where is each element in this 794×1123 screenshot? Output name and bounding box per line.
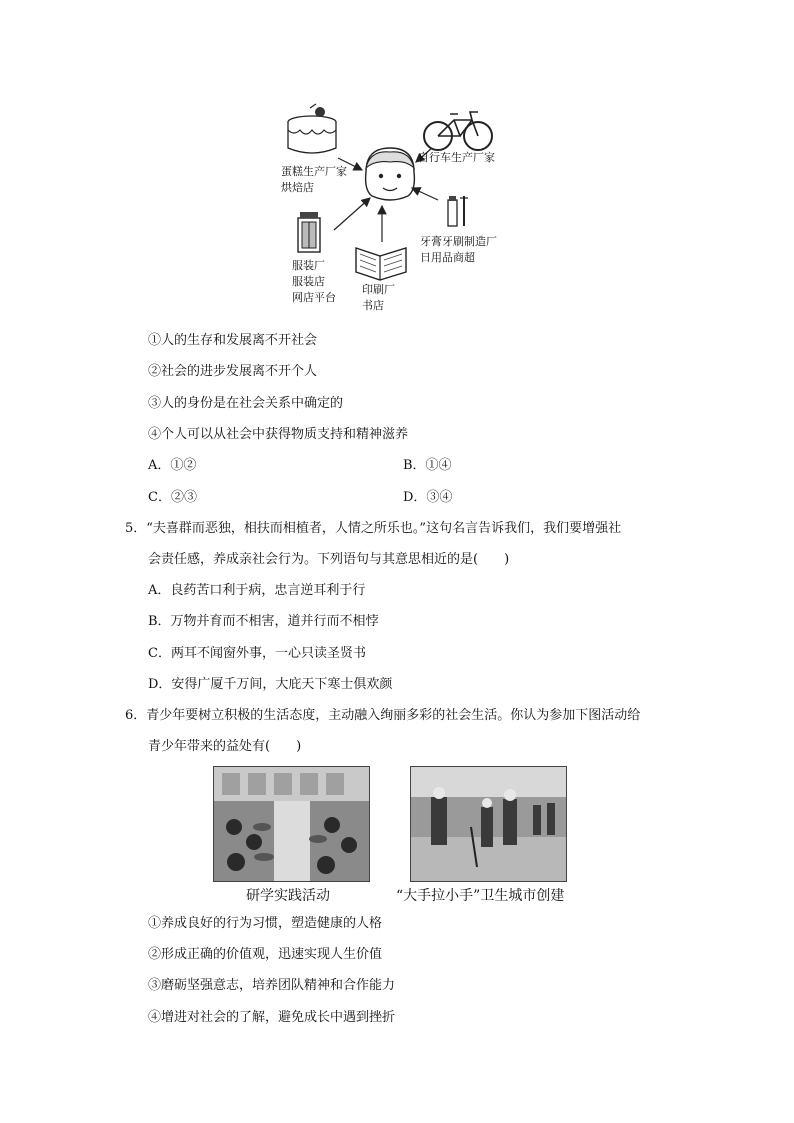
clothing-icon xyxy=(298,212,320,252)
label-bike: 自行车生产厂家 xyxy=(418,151,495,164)
photo-hygiene-city xyxy=(410,766,567,882)
bicycle-icon xyxy=(424,112,492,150)
q4-option-d[interactable]: D．③④ xyxy=(403,490,453,505)
person-face-icon xyxy=(366,148,415,200)
label-clothing: 服装厂 服装店 网店平台 xyxy=(292,259,336,304)
photo-study-practice xyxy=(213,766,370,882)
q6-stem-line2: 青少年带来的益处有( ) xyxy=(148,739,302,754)
q6-statement-1: ①养成良好的行为习惯，塑造健康的人格 xyxy=(148,916,383,931)
q5-option-b[interactable]: B．万物并育而不相害，道并行而不相悖 xyxy=(148,614,379,629)
q4-statement-3: ③人的身份是在社会关系中确定的 xyxy=(148,396,344,411)
cake-icon xyxy=(288,104,336,153)
q5-stem-line1: 5．“夫喜群而恶独，相扶而相植者，人情之所乐也。”这句名言告诉我们，我们要增强社 xyxy=(125,521,622,536)
q5-stem-line2: 会责任感，养成亲社会行为。下列语句与其意思相近的是( ) xyxy=(148,552,510,567)
q6-stem-line1: 6．青少年要树立积极的生活态度，主动融入绚丽多彩的社会生活。你认为参加下图活动给 xyxy=(125,708,641,723)
q4-option-c[interactable]: C．②③ xyxy=(148,490,197,505)
q6-statement-3: ③磨砺坚强意志，培养团队精神和合作能力 xyxy=(148,978,396,993)
q4-option-b[interactable]: B．①④ xyxy=(403,458,452,473)
q4-statement-1: ①人的生存和发展离不开社会 xyxy=(148,333,318,348)
caption-study-practice: 研学实践活动 xyxy=(246,888,330,904)
arrow-toothpaste xyxy=(412,188,438,200)
q6-statement-2: ②形成正确的价值观，迅速实现人生价值 xyxy=(148,947,383,962)
q4-statement-2: ②社会的进步发展离不开个人 xyxy=(148,364,318,379)
label-toothpaste: 牙膏牙刷制造厂 日用品商超 xyxy=(420,235,497,264)
label-cake: 蛋糕生产厂家 烘焙店 xyxy=(281,165,347,194)
q5-option-c[interactable]: C．两耳不闻窗外事，一心只读圣贤书 xyxy=(148,646,366,661)
label-print: 印刷厂 书店 xyxy=(362,283,395,312)
q5-option-d[interactable]: D．安得广厦千万间，大庇天下寒士俱欢颜 xyxy=(148,677,393,692)
toothpaste-icon xyxy=(448,196,468,226)
book-icon xyxy=(356,248,406,280)
q4-statement-4: ④个人可以从社会中获得物质支持和精神滋养 xyxy=(148,427,409,442)
arrow-clothing xyxy=(334,198,370,230)
q4-option-a[interactable]: A．①② xyxy=(148,458,197,473)
caption-hygiene-city: “大手拉小手”卫生城市创建 xyxy=(396,888,565,904)
q5-option-a[interactable]: A．良药苦口利于病，忠言逆耳利于行 xyxy=(148,583,366,598)
q6-statement-4: ④增进对社会的了解，避免成长中遇到挫折 xyxy=(148,1010,396,1025)
